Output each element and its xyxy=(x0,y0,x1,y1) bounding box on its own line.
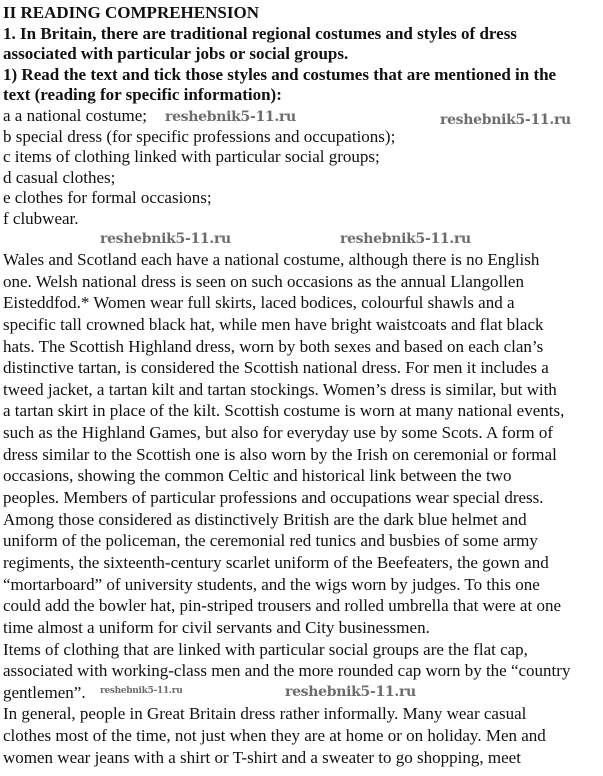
option-f: f clubwear. xyxy=(3,208,79,228)
text-line: occasions, showing the common Celtic and historical link between the two xyxy=(3,466,512,486)
watermark: reshebnik5-11.ru xyxy=(440,112,571,128)
text-line: could add the bowler hat, pin-striped trousers and rolled umbrella that were at one xyxy=(3,596,561,616)
instruction-line: 1) Read the text and tick those styles and costumes that are mentioned in the xyxy=(3,64,557,84)
text-line: Eisteddfod.* Women wear full skirts, laced bodices, colourful shawls and a xyxy=(3,293,515,313)
text-line: dress similar to the Scottish one is also worn by the Irish on ceremonial or formal xyxy=(3,444,557,464)
text-line: hats. The Scottish Highland dress, worn by both sexes and based on each clan’s xyxy=(3,336,544,356)
text-line: Items of clothing that are linked with particular social groups are the flat cap, xyxy=(3,639,528,659)
watermark: reshebnik5-11.ru xyxy=(100,231,231,247)
text-line: Among those considered as distinctively British are the dark blue helmet and xyxy=(3,509,527,529)
text-line: uniform of the policeman, the ceremonial red tunics and busbies of some army xyxy=(3,531,538,551)
watermark: reshebnik5-11.ru xyxy=(285,684,416,700)
task-heading-line: 1. In Britain, there are traditional regional costumes and styles of dress xyxy=(3,23,517,43)
text-line: “mortarboard” of university students, and the wigs worn by judges. To this one xyxy=(3,574,540,594)
text-line: clothes most of the time, not just when they are at home or on holiday. Men and xyxy=(3,726,546,746)
text-line: peoples. Members of particular professions and occupations wear special dress. xyxy=(3,488,544,508)
text-line: associated with working-class men and the more rounded cap worn by the “country xyxy=(3,661,571,681)
text-line: gentlemen”. xyxy=(3,682,86,702)
text-line: time almost a uniform for civil servants and City businessmen. xyxy=(3,617,430,637)
text-line: Wales and Scotland each have a national costume, although there is no English xyxy=(3,250,540,269)
text-line: distinctive tartan, is considered the Scottish national dress. For men it includes a xyxy=(3,358,549,378)
option-c: c items of clothing linked with particular social groups; xyxy=(3,147,380,167)
option-a: a a national costume; xyxy=(3,105,147,125)
text-line: specific tall crowned black hat, while men have bright waistcoats and flat black xyxy=(3,314,544,334)
option-b: b special dress (for specific professions and occupations); xyxy=(3,126,396,146)
text-line: such as the Highland Games, but also for everyday use by some Scots. A form of xyxy=(3,423,554,443)
option-d: d casual clothes; xyxy=(3,167,116,187)
text-line: tweed jacket, a tartan kilt and tartan stockings. Women’s dress is similar, but with xyxy=(3,379,557,399)
text-line: In general, people in Great Britain dress rather informally. Many wear casual xyxy=(3,704,527,724)
text-line: regiments, the sixteenth-century scarlet uniform of the Beefeaters, the gown and xyxy=(3,552,549,572)
text-line: a tartan skirt in place of the kilt. Scottish costume is worn at many national events, xyxy=(3,401,565,421)
watermark: reshebnik5-11.ru xyxy=(100,686,183,696)
option-e: e clothes for formal occasions; xyxy=(3,188,212,208)
section-title: II READING COMPREHENSION xyxy=(3,3,259,22)
watermark: reshebnik5-11.ru xyxy=(340,231,471,247)
text-line: one. Welsh national dress is seen on such occasions as the annual Llangollen xyxy=(3,271,524,291)
instruction-line: text (reading for specific information): xyxy=(3,85,282,105)
task-heading-line: associated with particular jobs or social groups. xyxy=(3,44,349,64)
text-line: women wear jeans with a shirt or T-shirt and a sweater to go shopping, meet xyxy=(3,747,521,767)
watermark: reshebnik5-11.ru xyxy=(165,109,296,125)
